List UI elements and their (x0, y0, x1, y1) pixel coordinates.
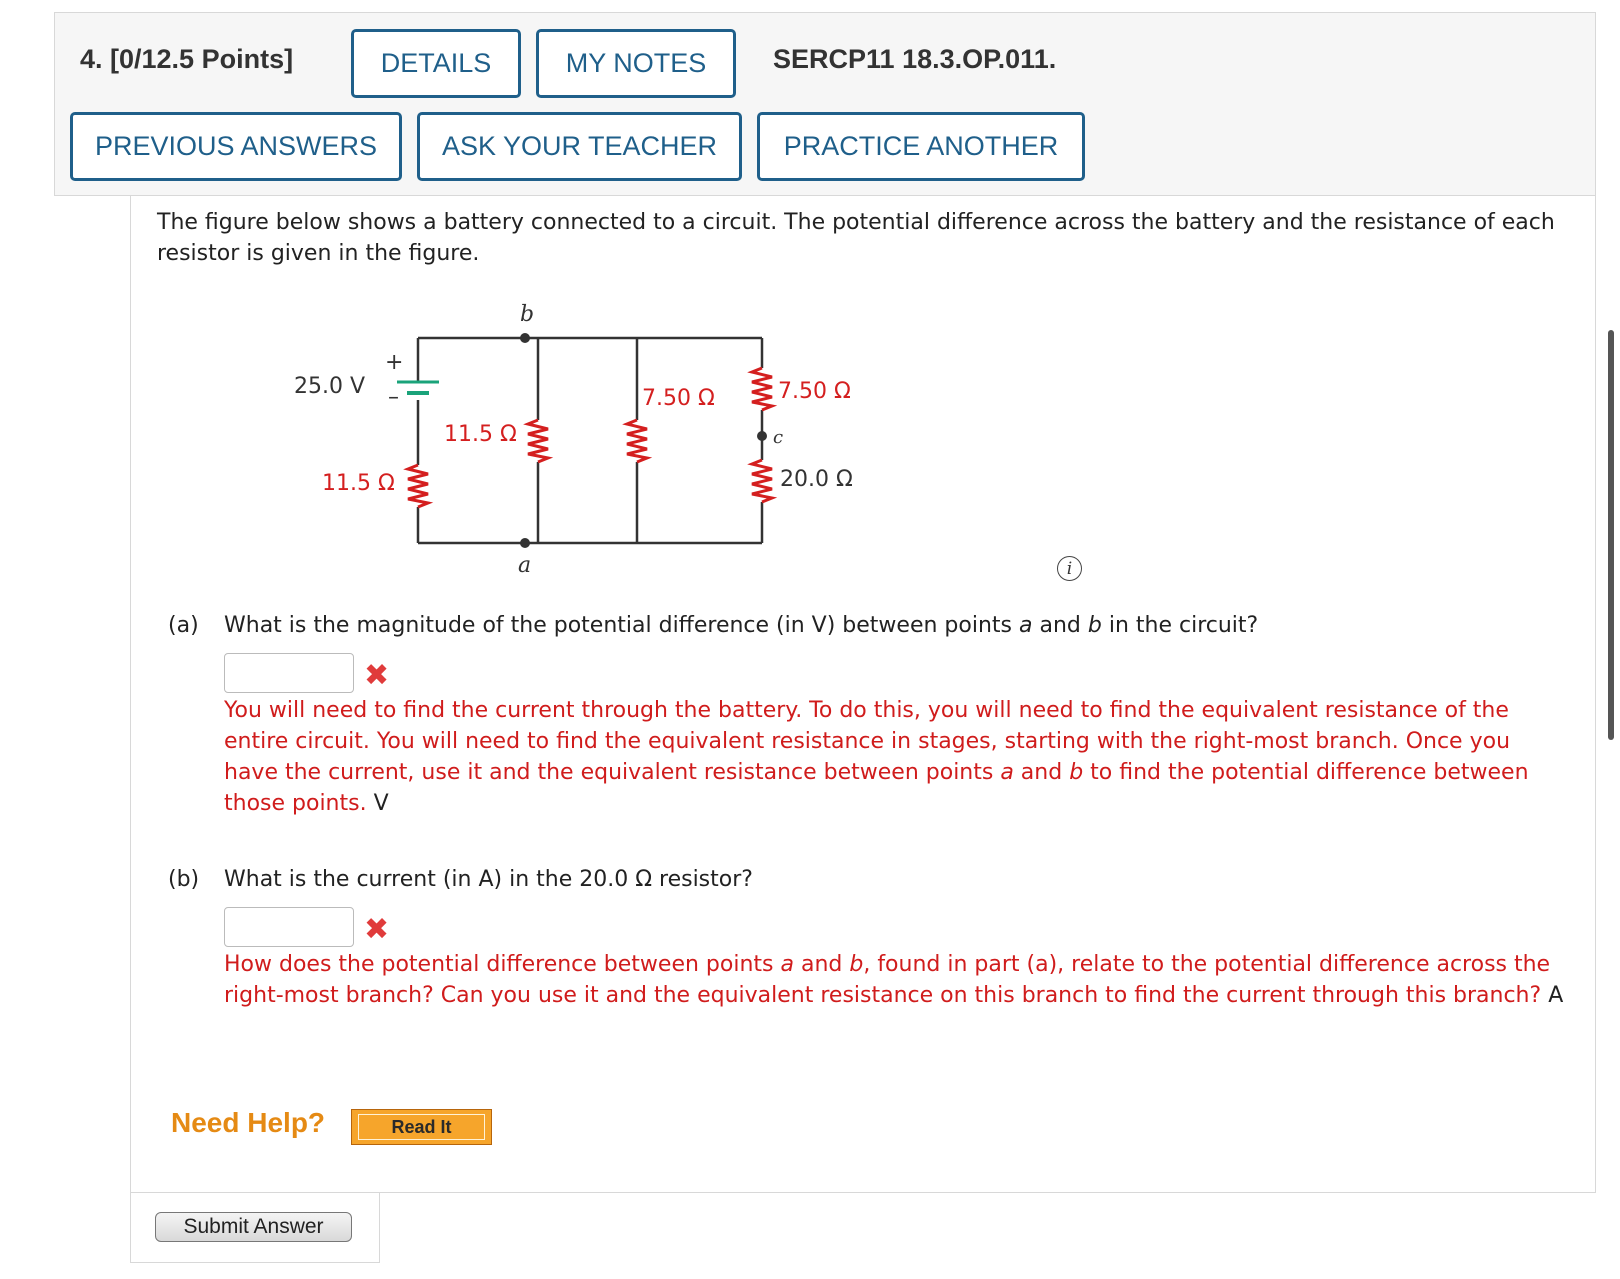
part-b-incorrect-icon: ✖ (364, 912, 390, 947)
resistor-right-bottom (752, 460, 772, 502)
battery-minus-label: – (388, 385, 399, 410)
previous-answers-button[interactable]: PREVIOUS ANSWERS (70, 112, 402, 181)
question-number-points: 4. [0/12.5 Points] (80, 44, 294, 74)
node-a (520, 538, 530, 548)
part-a-question: What is the magnitude of the potential difference (in V) between points a and b in the circuit? (224, 613, 1259, 638)
part-a-unit: V (373, 791, 389, 816)
my-notes-button[interactable]: MY NOTES (536, 29, 736, 98)
resistor-middle (528, 420, 548, 462)
point-a-label: a (518, 553, 532, 578)
ask-your-teacher-button[interactable]: ASK YOUR TEACHER (417, 112, 742, 181)
point-c-label: c (773, 427, 784, 448)
question-intro: The figure below shows a battery connected to a circuit. The potential difference across the battery and the resistance of each resistor is given in the figure. (157, 210, 1555, 266)
details-button[interactable]: DETAILS (351, 29, 521, 98)
part-b-unit: A (1548, 983, 1564, 1008)
question-code: SERCP11 18.3.OP.011. (773, 44, 1057, 74)
submit-answer-button[interactable]: Submit Answer (155, 1212, 352, 1242)
battery (397, 382, 439, 393)
resistor-left-label: 11.5 Ω (322, 471, 395, 496)
info-icon[interactable]: i (1057, 556, 1082, 581)
point-b-label: b (520, 302, 535, 327)
resistor-left (408, 465, 428, 507)
read-it-label: Read It (358, 1114, 485, 1140)
resistor-right-top (752, 368, 772, 410)
part-b-question: What is the current (in A) in the 20.0 Ω resistor? (224, 867, 753, 892)
resistor-third-label: 7.50 Ω (642, 386, 715, 411)
part-b-feedback: How does the potential difference between points a and b, found in part (a), relate to the potential difference across the right-most branch? Can you use it and the equivalent resistance on this branch to find the current through this branch? A (224, 952, 1564, 1008)
scrollbar[interactable] (1608, 330, 1614, 740)
resistor-middle-label: 11.5 Ω (444, 422, 517, 447)
part-b-label: (b) (168, 867, 200, 892)
circuit-diagram (280, 290, 880, 580)
resistor-third (627, 420, 647, 462)
need-help-label: Need Help? (171, 1107, 326, 1138)
resistor-right-top-label: 7.50 Ω (778, 379, 851, 404)
part-a-feedback: You will need to find the current through the battery. To do this, you will need to find the equivalent resistance of the entire circuit. You will need to find the equivalent resistance in stages, starting with the right-most branch. Once you have the current, use it and the equivalent resistance between points a and b to find the potential difference between those points. V (224, 698, 1529, 816)
part-a-incorrect-icon: ✖ (364, 658, 390, 693)
part-a-label: (a) (168, 613, 199, 638)
node-b (520, 333, 530, 343)
node-c (757, 431, 767, 441)
read-it-button[interactable] (351, 1109, 492, 1145)
battery-voltage-label: 25.0 V (294, 374, 366, 399)
battery-plus-label: + (385, 350, 404, 375)
resistor-right-bottom-label: 20.0 Ω (780, 467, 853, 492)
practice-another-button[interactable]: PRACTICE ANOTHER (757, 112, 1085, 181)
part-a-answer-input[interactable] (224, 653, 354, 693)
part-b-answer-input[interactable] (224, 907, 354, 947)
